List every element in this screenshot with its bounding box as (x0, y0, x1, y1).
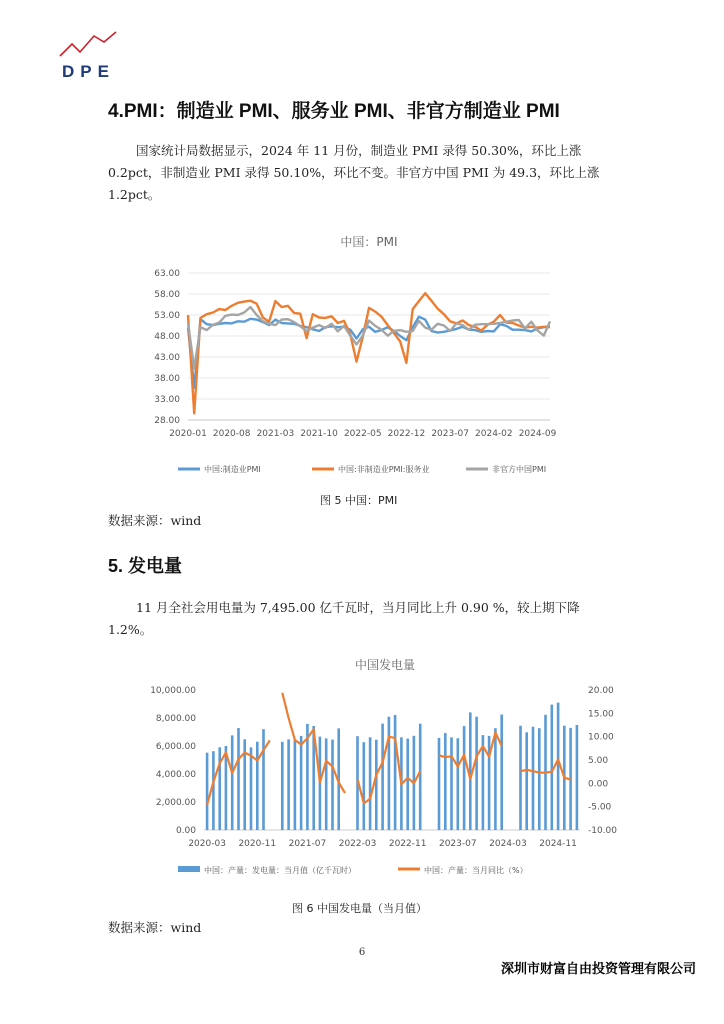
x-tick-label: 2021-10 (300, 429, 338, 439)
bar (388, 717, 391, 830)
bar (538, 728, 541, 830)
y2-tick-label: -10.00 (588, 826, 618, 836)
bar (532, 727, 535, 830)
y-tick-label: 10,000.00 (150, 686, 196, 696)
section-5-source: 数据来源：wind (108, 920, 202, 935)
y-tick-label: 2,000.00 (155, 798, 196, 808)
x-tick-label: 2024-09 (518, 429, 557, 439)
y2-tick-label: 15.00 (588, 709, 614, 720)
bar (525, 732, 528, 830)
legend-swatch-0 (178, 866, 200, 872)
x-tick-label: 2020-11 (238, 839, 277, 849)
x-tick-label: 2021-07 (288, 839, 327, 849)
series-line-2 (188, 307, 550, 368)
bar (576, 725, 579, 830)
bar (369, 737, 372, 830)
x-tick-label: 2022-03 (338, 839, 377, 849)
series-line-1 (188, 293, 550, 413)
x-tick-label: 2023-07 (431, 429, 469, 439)
legend-label-1: 中国:非制造业PMI:服务业 (338, 465, 430, 474)
logo-swoosh-icon (58, 30, 128, 66)
power-generation-chart (140, 645, 620, 885)
bar (438, 738, 441, 830)
y2-tick-label: 0.00 (588, 779, 609, 790)
bar (557, 703, 560, 830)
y-tick-label: 6,000.00 (155, 742, 196, 752)
bar (237, 728, 240, 830)
bar (231, 735, 234, 830)
bar (375, 740, 378, 830)
bar (394, 715, 397, 830)
bar (287, 739, 290, 830)
y-tick-label: 8,000.00 (155, 714, 196, 724)
legend-label-0: 中国:制造业PMI (204, 465, 261, 474)
company-footer: 深圳市财富自由投资管理有限公司 (500, 962, 696, 977)
company-logo (58, 30, 128, 82)
bar (256, 742, 259, 830)
x-tick-label: 2024-11 (539, 839, 577, 849)
section-5-paragraph: 11 月全社会用电量为 7,495.00 亿千瓦时，当月同比上升 0.90 %，较上期下降 1.2%。 (108, 600, 580, 637)
figure-6-caption: 图 6 中国发电量（当月值） (292, 902, 427, 915)
y2-tick-label: -5.00 (588, 802, 612, 813)
y2-tick-label: 10.00 (588, 732, 614, 743)
y-tick-label: 48.00 (154, 332, 180, 342)
bar (494, 728, 497, 830)
pmi-chart (100, 228, 600, 490)
bar (250, 747, 253, 830)
bar (500, 715, 503, 831)
bar (475, 717, 478, 830)
x-tick-label: 2023-07 (438, 839, 477, 849)
x-tick-label: 2022-12 (387, 429, 426, 439)
bar (206, 753, 209, 830)
bar (331, 740, 334, 830)
bar (212, 751, 215, 830)
section-4-paragraph: 国家统计局数据显示，2024 年 11 月份，制造业 PMI 录得 50.30%，环比上涨 0.2pct，非制造业 PMI 录得 50.10%，环比不变。非官方中国 PMI 为 49.3，环比上涨 1.2pct。 (108, 143, 600, 202)
x-tick-label: 2022-11 (388, 839, 427, 849)
bar (519, 726, 522, 830)
bar (457, 738, 460, 830)
bar (300, 736, 303, 830)
legend-label-1: 中国：产量：当月同比（%） (424, 866, 528, 875)
y-tick-label: 43.00 (154, 353, 180, 363)
series-line-0 (188, 317, 550, 388)
y-tick-label: 4,000.00 (155, 770, 196, 780)
figure-5-caption: 图 5 中国：PMI (320, 494, 398, 507)
bar (450, 737, 453, 830)
bar (444, 733, 447, 830)
y-tick-label: 53.00 (154, 311, 180, 321)
chart-title: 中国发电量 (354, 658, 416, 672)
legend-label-2: 非官方中国PMI (492, 465, 547, 474)
bar (551, 705, 554, 830)
x-tick-label: 2022-05 (343, 429, 382, 439)
section-4-source: 数据来源：wind (108, 513, 202, 528)
x-tick-label: 2024-02 (475, 429, 513, 439)
bar (325, 738, 328, 830)
section-5-heading: 5. 发电量 (108, 556, 183, 576)
logo-text: DPE (62, 62, 115, 81)
bar (381, 724, 384, 830)
bar (294, 740, 297, 830)
y-tick-label: 58.00 (154, 290, 180, 300)
y2-tick-label: 20.00 (588, 686, 614, 696)
x-tick-label: 2021-03 (256, 429, 295, 439)
y-tick-label: 38.00 (154, 374, 180, 384)
bar (363, 742, 366, 830)
x-tick-label: 2020-01 (169, 429, 207, 439)
bar (463, 726, 466, 830)
bar (406, 739, 409, 830)
y-tick-label: 0.00 (175, 826, 196, 836)
y2-tick-label: 5.00 (588, 756, 609, 766)
y-tick-label: 28.00 (154, 416, 180, 426)
x-tick-label: 2020-03 (188, 839, 226, 849)
x-tick-label: 2020-08 (212, 429, 251, 439)
chart-title: 中国：PMI (340, 235, 398, 249)
y-tick-label: 63.00 (154, 269, 180, 279)
page-number: 6 (358, 947, 366, 958)
bar (419, 724, 422, 830)
x-tick-label: 2024-03 (489, 839, 527, 849)
y-tick-label: 33.00 (154, 395, 180, 405)
section-4-heading: 4.PMI：制造业 PMI、服务业 PMI、非官方制造业 PMI (108, 101, 560, 122)
bar (281, 742, 284, 830)
bar (262, 729, 265, 830)
legend-label-0: 中国：产量：发电量：当月值（亿千瓦时） (204, 866, 356, 875)
